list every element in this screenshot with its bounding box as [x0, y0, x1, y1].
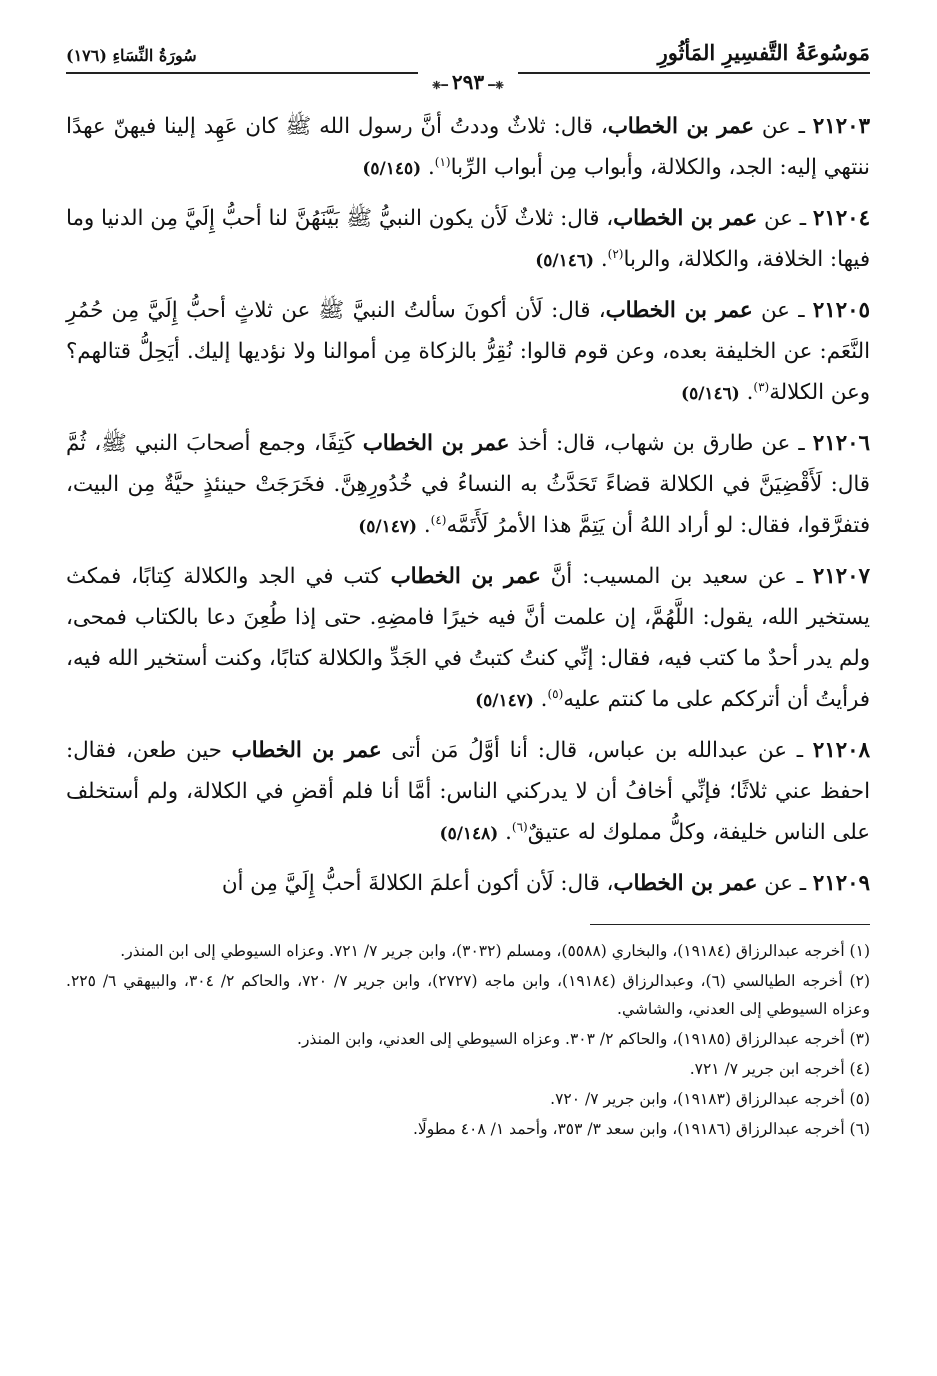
footnote: (٤) أخرجه ابن جرير ٧/ ٧٢١.	[689, 1060, 870, 1078]
entry-intro: ـ عن عبدالله بن عباس، قال: أنا أوَّلُ مَن أتى	[391, 738, 803, 763]
entry-number: ٢١٢٠٦	[812, 431, 870, 456]
narrator-name: عمر بن الخطاب	[607, 114, 754, 139]
entry	[66, 730, 870, 855]
entries	[66, 106, 870, 904]
narrator-name: عمر بن الخطاب	[231, 738, 382, 763]
page-number-block	[418, 70, 518, 94]
entry-text: ، قال: ثلاثٌ وددتُ أنَّ رسول الله ﷺ كان عَهِد إلينا فيهنّ عهدًا ننتهي إليه: الجد، والكلالة، وأبواب مِن أبواب الرِّبا	[66, 114, 870, 180]
entry-reference: (٥/١٤٦)	[535, 251, 595, 271]
entry-text: ، قال: لَأن أكونَ سألتُ النبيَّ ﷺ عن ثلاثٍ أحبُّ إِلَيَّ مِن حُمُرِ النَّعَم: عن الخليفة بعده، وعن قوم قالوا: نُقِرُّ بالزكاة مِن أموالنا ولا نؤديها إليك. أيَحِلُّ قتالهم؟ وعن الكلالة	[66, 298, 870, 405]
footnote-mark: (٤)	[430, 512, 447, 527]
entry-intro: ـ عن	[761, 114, 805, 139]
entry-number: ٢١٢٠٥	[812, 298, 870, 323]
entry-text: ، قال: ثلاثٌ لَأن يكون النبيُّ ﷺ بَيَّنَهُنَّ لنا أحبُّ إِلَيَّ مِن الدنيا وما فيها: الخلافة، والكلالة، والربا	[66, 206, 870, 272]
entry-reference: (٥/١٤٧)	[475, 691, 534, 711]
entry-number: ٢١٢٠٧	[812, 564, 870, 589]
book-title: مَوسُوعَةُ التَّفسِيرِ المَأثُورِ	[657, 40, 870, 65]
entry	[66, 106, 870, 190]
footnote: (٥) أخرجه عبدالرزاق (١٩١٨٣)، وابن جرير ٧/ ٧٢٠.	[550, 1090, 870, 1108]
entry	[66, 290, 870, 415]
entry-reference: (٥/١٤٦)	[681, 384, 740, 404]
entry	[66, 863, 870, 904]
footnote-mark: (٢)	[607, 246, 624, 261]
footnote: (٢) أخرجه الطيالسي (٦)، وعبدالرزاق (١٩١٨٤)، وابن ماجه (٢٧٢٧)، وابن جرير ٧/ ٧٢٠، والحاكم ٢/ ٣٠٤، والبيهقي ٦/ ٢٢٥. وعزاه السيوطي إلى العدني، والشاشي.	[66, 972, 870, 1018]
entry-text: ، قال: لَأن أكون أعلمَ الكلالةَ أحبُّ إِلَيَّ مِن أن	[221, 871, 614, 896]
footnote-mark: (٦)	[511, 819, 528, 834]
entry-number: ٢١٢٠٣	[812, 114, 870, 139]
entry	[66, 198, 870, 282]
entry-intro: ـ عن	[764, 871, 807, 896]
entry	[66, 423, 870, 548]
entry-intro: ـ عن طارق بن شهاب، قال: أخذ	[517, 431, 805, 456]
footnote-mark: (١)	[434, 154, 451, 169]
footnote: (١) أخرجه عبدالرزاق (١٩١٨٤)، والبخاري (٥٥٨٨)، ومسلم (٣٠٣٢)، وابن جرير ٧/ ٧٢١. وعزاه السيوطي إلى ابن المنذر.	[120, 942, 870, 960]
entry-tail: .	[540, 687, 548, 712]
footnote-mark: (٥)	[547, 686, 564, 701]
footnotes	[66, 937, 870, 1143]
entry-reference: (٥/١٤٨)	[439, 824, 499, 844]
entry-tail: .	[423, 513, 431, 538]
entry-intro: ـ عن سعيد بن المسيب: أنَّ	[550, 564, 803, 589]
page-number-row	[66, 70, 870, 98]
entry-tail: .	[746, 380, 754, 405]
footnote: (٣) أخرجه عبدالرزاق (١٩١٨٥)، والحاكم ٢/ ٣٠٣. وعزاه السيوطي إلى العدني، وابن المنذر.	[297, 1030, 870, 1048]
entry	[66, 556, 870, 722]
page-number: ٢٩٣	[451, 70, 485, 94]
running-header	[66, 38, 870, 74]
narrator-name: عمر بن الخطاب	[362, 431, 510, 456]
entry-text: حين طعن، فقال: احفظ عني ثلاثًا؛ فإنِّي أخافُ أن لا يدركني الناس: أمَّا أنا فلم أقضِ في الكلالة، ولم أستخلف على الناس خليفة، وكلُّ مملوك له عتيقٌ	[66, 738, 870, 845]
footnote-divider	[590, 924, 870, 925]
entry-number: ٢١٢٠٤	[812, 206, 871, 231]
entry-text: كَتِفًا، وجمع أصحابَ النبي ﷺ، ثُمَّ قال: لَأَقْضِيَنَّ في الكلالة قضاءً تَحَدَّثُ به النساءُ في خُدُورِهِنَّ. فخَرَجَتْ حينئذٍ حيَّةٌ مِن البيت، فتفرَّقوا، فقال: لو أراد اللهُ أن يَتِمَّ هذا الأمرُ لَأَتَمَّه	[66, 431, 870, 538]
entry-tail: .	[505, 820, 512, 845]
entry-reference: (٥/١٤٥)	[362, 159, 422, 179]
narrator-name: عمر بن الخطاب	[613, 871, 758, 896]
entry-number: ٢١٢٠٨	[812, 738, 870, 763]
entry-tail: .	[600, 247, 608, 272]
ornament-icon: ❈━	[488, 79, 504, 92]
entry-reference: (٥/١٤٧)	[358, 517, 418, 537]
entry-intro: ـ عن	[760, 298, 805, 323]
narrator-name: عمر بن الخطاب	[613, 206, 758, 231]
entry-tail: .	[427, 155, 435, 180]
footnote-mark: (٣)	[753, 379, 770, 394]
narrator-name: عمر بن الخطاب	[605, 298, 753, 323]
footnote: (٦) أخرجه عبدالرزاق (١٩١٨٦)، وابن سعد ٣/ ٣٥٣، وأحمد ١/ ٤٠٨ مطولًا.	[412, 1120, 870, 1138]
narrator-name: عمر بن الخطاب	[390, 564, 541, 589]
page	[66, 38, 870, 1145]
entry-intro: ـ عن	[763, 206, 806, 231]
ornament-icon: ━❈	[432, 79, 448, 92]
entry-number: ٢١٢٠٩	[812, 871, 870, 896]
surah-label: سُورَةُ النِّسَاءِ (١٧٦)	[66, 46, 197, 65]
entry-text: كتب في الجد والكلالة كِتابًا، فمكث يستخير الله، يقول: اللَّهُمَّ، إن علمت أنَّ فيه خيرًا فامضِهِ. حتى إذا طُعِنَ دعا بالكتاب فمحى، ولم يدر أحدٌ ما كتب فيه، فقال: إنِّي كنتُ كتبتُ في الجَدِّ والكلالة كتابًا، وكنت أستخير الله فيه، فرأيتُ أن أترككم على ما كنتم عليه	[66, 564, 870, 712]
